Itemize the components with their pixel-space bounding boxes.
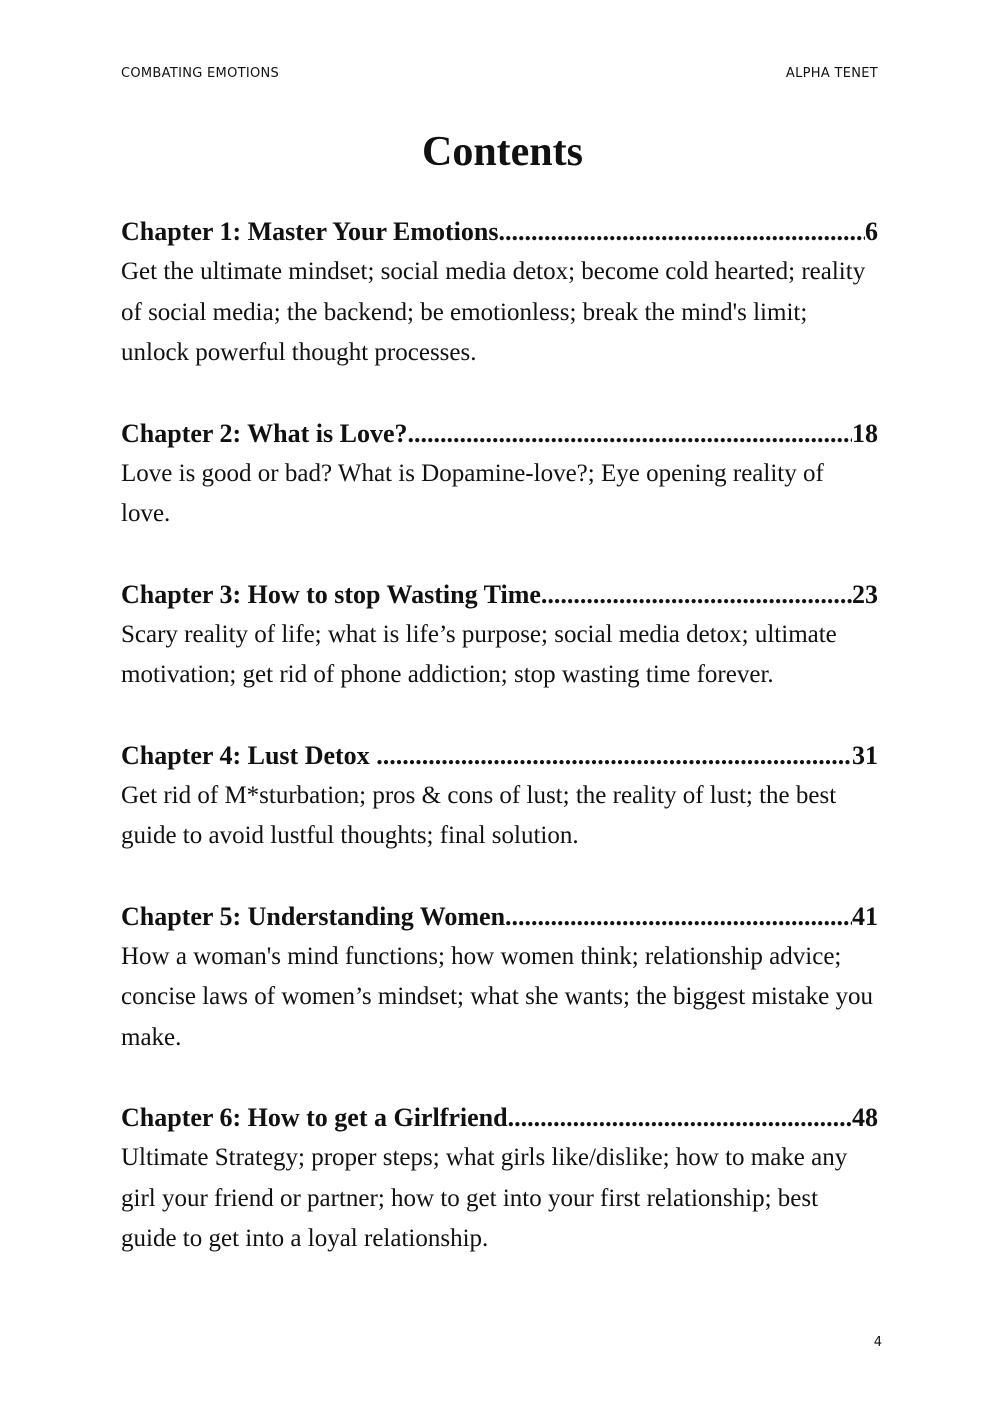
chapter-title: Chapter 1: Master Your Emotions (121, 217, 499, 246)
chapter-description: Scary reality of life; what is life’s purpose; social media detox; ultimate motivation; get rid of phone addiction; stop wasting time forever. (121, 620, 837, 688)
page-number: 4 (873, 1335, 882, 1350)
table-of-contents (121, 212, 878, 1300)
running-header-left: COMBATING EMOTIONS (121, 66, 280, 81)
chapter-page: 6 (865, 217, 878, 246)
chapter-title: Chapter 3: How to stop Wasting Time (121, 579, 541, 609)
chapter-page: 23 (852, 579, 878, 609)
chapter-page: 31 (852, 740, 878, 770)
chapter-description: Love is good or bad? What is Dopamine-love?; Eye opening reality of love. (121, 459, 824, 527)
toc-entry (121, 1098, 878, 1260)
chapter-description: Get rid of M*sturbation; pros & cons of lust; the reality of lust; the best guide to avoid lustful thoughts; final solution. (121, 781, 837, 849)
chapter-description: Get the ultimate mindset; social media detox; become cold hearted; reality of social media; the backend; be emotionless; break the mind's limit; unlock powerful thought processes. (121, 258, 866, 366)
toc-entry-title-row[interactable] (121, 897, 878, 937)
dot-leader (508, 1098, 852, 1138)
toc-entry (121, 897, 878, 1059)
dot-leader (505, 897, 852, 937)
toc-entry-title-row[interactable] (121, 212, 878, 252)
chapter-title: Chapter 5: Understanding Women (121, 901, 506, 931)
toc-entry (121, 575, 878, 696)
toc-entry-title-row[interactable] (121, 736, 878, 776)
toc-entry (121, 414, 878, 535)
chapter-page: 48 (852, 1103, 878, 1132)
toc-entry-title-row[interactable] (121, 414, 878, 454)
page-title: Contents (421, 129, 583, 175)
chapter-page: 18 (852, 418, 878, 448)
chapter-description: Ultimate Strategy; proper steps; what girls like/dislike; how to make any girl your friend or partner; how to get into your first relationship; best guide to get into a loyal relationship. (121, 1144, 848, 1252)
toc-entry (121, 736, 878, 857)
toc-entry-title-row[interactable] (121, 575, 878, 615)
chapter-title: Chapter 2: What is Love? (121, 418, 408, 448)
toc-entry-title-row[interactable] (121, 1098, 878, 1138)
chapter-description: How a woman's mind functions; how women think; relationship advice; concise laws of women’s mindset; what she wants; the biggest mistake you make. (121, 942, 873, 1051)
dot-leader (498, 212, 865, 252)
dot-leader (408, 414, 853, 454)
running-header-right: ALPHA TENET (785, 66, 878, 81)
chapter-page: 41 (852, 901, 878, 931)
dot-leader (541, 575, 852, 615)
chapter-title: Chapter 4: Lust Detox (121, 740, 377, 770)
dot-leader (376, 736, 852, 776)
chapter-title: Chapter 6: How to get a Girlfriend (121, 1103, 508, 1132)
toc-entry (121, 212, 878, 374)
